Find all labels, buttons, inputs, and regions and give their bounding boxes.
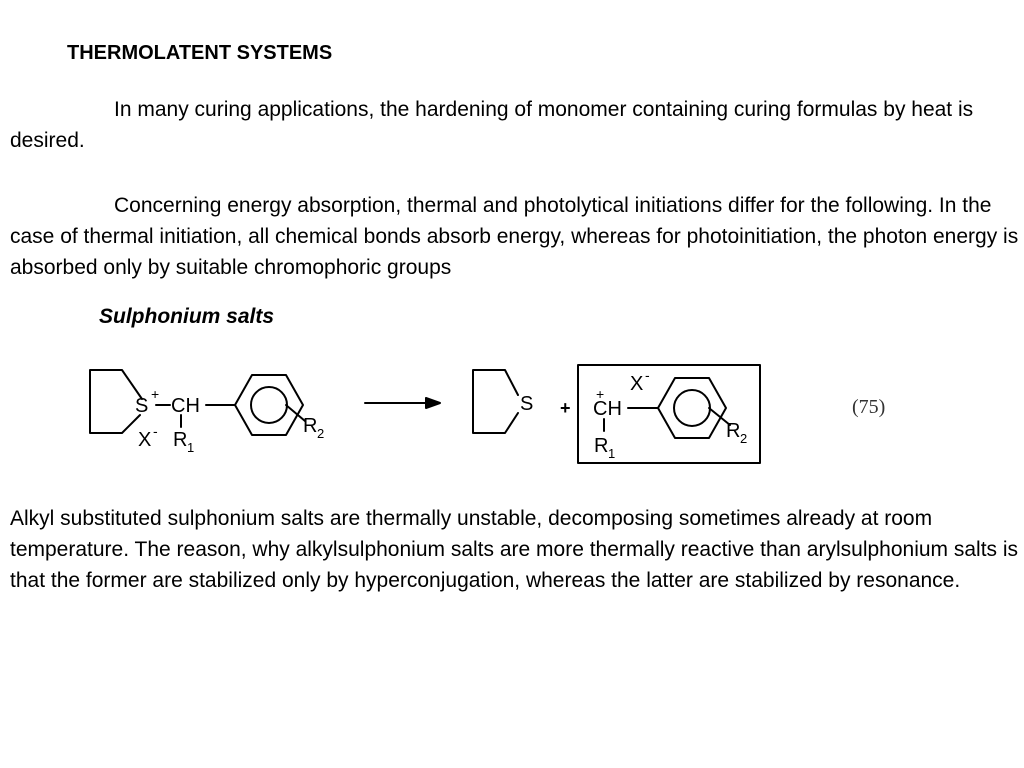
reactant-r1-label: R: [173, 429, 188, 451]
product-ch-label: CH: [593, 398, 622, 420]
product-r1-label: R: [594, 435, 609, 457]
product-r1-index: 1: [608, 446, 616, 461]
product-benzene-ring: [658, 378, 730, 438]
reactant-r1-index: 1: [187, 440, 195, 455]
product-plus-charge: +: [596, 386, 605, 402]
product-r2-label: R: [726, 420, 741, 442]
page-title: THERMOLATENT SYSTEMS: [67, 42, 333, 64]
product-minus-charge: -: [645, 367, 650, 383]
reactant-r2-label: R: [303, 415, 318, 437]
intro-paragraph: In many curing applications, the hardening of monomer containing curing formulas by heat is desired.: [10, 98, 974, 152]
reaction-arrow: [365, 398, 440, 408]
equation-number: (75): [852, 396, 886, 418]
reactant-ch-label: CH: [171, 395, 200, 417]
section-subheading: Sulphonium salts: [99, 305, 275, 328]
reactant-benzene-ring: [235, 375, 305, 435]
reactant-plus-charge: +: [151, 386, 160, 402]
product-sulfur-label: S: [520, 393, 534, 415]
reactant-r2-index: 2: [317, 426, 325, 441]
product-thiolane-ring: [473, 370, 518, 433]
conclusion-paragraph: Alkyl substituted sulphonium salts are thermally unstable, decomposing sometimes already at room temperature. The reason, why alkylsulphonium salts are more thermally reactive than arylsulphonium salts is that the former are stabilized only by hyperconjugation, whereas the latter are stabilized by resonance.: [10, 507, 1019, 592]
product-r2-index: 2: [740, 431, 748, 446]
reactant-counterion-label: X: [138, 429, 152, 451]
reaction-scheme: [0, 355, 1024, 475]
reactant-minus-charge: -: [153, 423, 158, 439]
product-counterion-label: X: [630, 373, 644, 395]
plus-sign: +: [560, 398, 571, 418]
reactant-sulfur-label: S: [135, 395, 149, 417]
energy-absorption-paragraph: Concerning energy absorption, thermal and photolytical initiations differ for the following. In the case of thermal initiation, all chemical bonds absorb energy, whereas for photoinitiation, the photon energy is absorbed only by suitable chromophoric groups: [10, 194, 1019, 279]
